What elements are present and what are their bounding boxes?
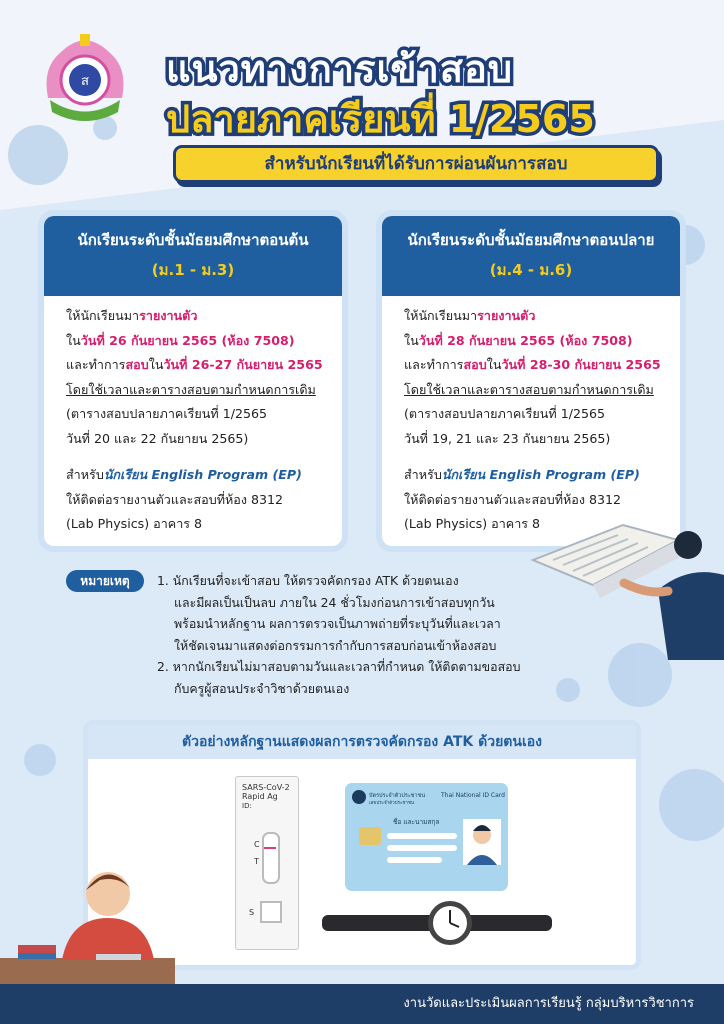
idcard-title-th: บัตรประจำตัวประชาชน	[369, 793, 426, 799]
atk-result-window	[262, 832, 280, 884]
card-heading: นักเรียนระดับชั้นมัธยมศึกษาตอนปลาย	[407, 231, 655, 249]
atk-t-label: T	[254, 857, 259, 866]
note-line: ให้ชัดเจนมาแสดงต่อกรรมการกำกับการสอบก่อนเข้าห้องสอบ	[174, 637, 497, 653]
student-illustration	[0, 850, 175, 984]
schedule-dates: วันที่ 20 และ 22 กันยายน 2565)	[66, 430, 249, 446]
highlight-text: รายงานตัว	[477, 308, 536, 323]
exam-dates: วันที่ 28-30 กันยายน 2565	[501, 357, 661, 372]
lower-secondary-card	[38, 210, 348, 552]
watch-illustration	[322, 900, 552, 950]
card-heading: นักเรียนระดับชั้นมัธยมศึกษาตอนต้น	[77, 231, 309, 249]
idcard-subtitle-th: เลขประจำตัวประชาชน	[369, 801, 415, 806]
text: ใน	[486, 357, 502, 372]
schedule-ref: (ตารางสอบปลายภาคเรียนที่ 1/2565	[404, 406, 606, 421]
atk-control-line	[264, 847, 276, 849]
schedule-dates: วันที่ 19, 21 และ 23 กันยายน 2565)	[404, 430, 611, 446]
report-date: วันที่ 26 กันยายน 2565 (ห้อง 7508)	[80, 332, 295, 348]
idcard-name-label: ชื่อ และนามสกุล	[393, 818, 440, 826]
ep-room: ให้ติดต่อรายงานตัวและสอบที่ห้อง 8312	[66, 491, 284, 507]
ep-label: นักเรียน English Program (EP)	[441, 467, 640, 482]
text: ใน	[66, 332, 81, 348]
page-title-line2: ปลายภาคเรียนที่ 1/2565	[166, 97, 595, 141]
atk-label: Rapid Ag	[242, 792, 278, 801]
note-line: พร้อมนำหลักฐาน ผลการตรวจเป็นภาพถ่ายที่ระบุวันที่และเวลา	[174, 616, 501, 631]
card-body	[382, 296, 680, 537]
atk-id-label: ID:	[242, 802, 252, 810]
text: ให้นักเรียนมา	[404, 308, 478, 323]
card-grade: (ม.4 - ม.6)	[489, 261, 573, 279]
id-card-illustration	[345, 783, 508, 891]
card-grade: (ม.1 - ม.3)	[151, 261, 235, 279]
card-body	[44, 296, 342, 537]
evidence-heading: ตัวอย่างหลักฐานแสดงผลการตรวจคัดกรอง ATK ด้วยตนเอง	[88, 725, 636, 759]
highlight-text: รายงานตัว	[139, 308, 198, 323]
highlight-text: สอบ	[125, 357, 149, 372]
page-subtitle: สำหรับนักเรียนที่ได้รับการผ่อนผันการสอบ	[173, 145, 659, 183]
text: ใน	[404, 332, 419, 348]
highlight-text: สอบ	[463, 357, 487, 372]
exam-dates: วันที่ 26-27 กันยายน 2565	[163, 357, 323, 372]
note-line: กับครูผู้สอนประจำวิชาด้วยตนเอง	[174, 680, 350, 696]
text: และทำการ	[404, 357, 464, 372]
schedule-note: โดยใช้เวลาและตารางสอบตามกำหนดการเดิม	[404, 381, 654, 397]
schedule-ref: (ตารางสอบปลายภาคเรียนที่ 1/2565	[66, 406, 268, 421]
text: ใน	[148, 357, 164, 372]
card-header	[44, 216, 342, 296]
footer-bar: งานวัดและประเมินผลการเรียนรู้ กลุ่มบริหารวิชาการ	[0, 984, 724, 1024]
text: และทำการ	[66, 357, 126, 372]
school-logo	[40, 28, 130, 123]
ep-building: (Lab Physics) อาคาร 8	[66, 516, 203, 531]
reading-person-illustration	[528, 505, 724, 660]
text: สำหรับ	[404, 467, 442, 482]
svg-text:ส: ส	[81, 74, 89, 89]
ep-building: (Lab Physics) อาคาร 8	[404, 516, 541, 531]
card-header	[382, 216, 680, 296]
text: สำหรับ	[66, 467, 104, 482]
note-line: 1. นักเรียนที่จะเข้าสอบ ให้ตรวจคัดกรอง ATK ด้วยตนเอง	[157, 573, 459, 588]
atk-sample-well	[260, 901, 282, 923]
notes-list	[157, 570, 520, 699]
ep-room: ให้ติดต่อรายงานตัวและสอบที่ห้อง 8312	[404, 491, 622, 507]
notes-tag: หมายเหตุ	[66, 570, 144, 592]
upper-secondary-card	[376, 210, 686, 552]
atk-label: SARS-CoV-2	[242, 783, 290, 792]
note-line: และมีผลเป็นเป็นลบ ภายใน 24 ชั่วโมงก่อนการเข้าสอบทุกวัน	[174, 594, 495, 610]
report-date: วันที่ 28 กันยายน 2565 (ห้อง 7508)	[418, 332, 633, 348]
page-title-line1: แนวทางการเข้าสอบ	[166, 47, 513, 91]
atk-s-label: S	[249, 908, 255, 917]
note-line: 2. หากนักเรียนไม่มาสอบตามวันและเวลาที่กำหนด ให้ติดตามขอสอบ	[157, 659, 521, 674]
atk-test-kit	[235, 776, 299, 950]
idcard-title-en: Thai National ID Card	[441, 792, 505, 799]
schedule-note: โดยใช้เวลาและตารางสอบตามกำหนดการเดิม	[66, 381, 316, 397]
text: ให้นักเรียนมา	[66, 308, 140, 323]
atk-c-label: C	[254, 840, 260, 849]
ep-label: นักเรียน English Program (EP)	[103, 467, 302, 482]
